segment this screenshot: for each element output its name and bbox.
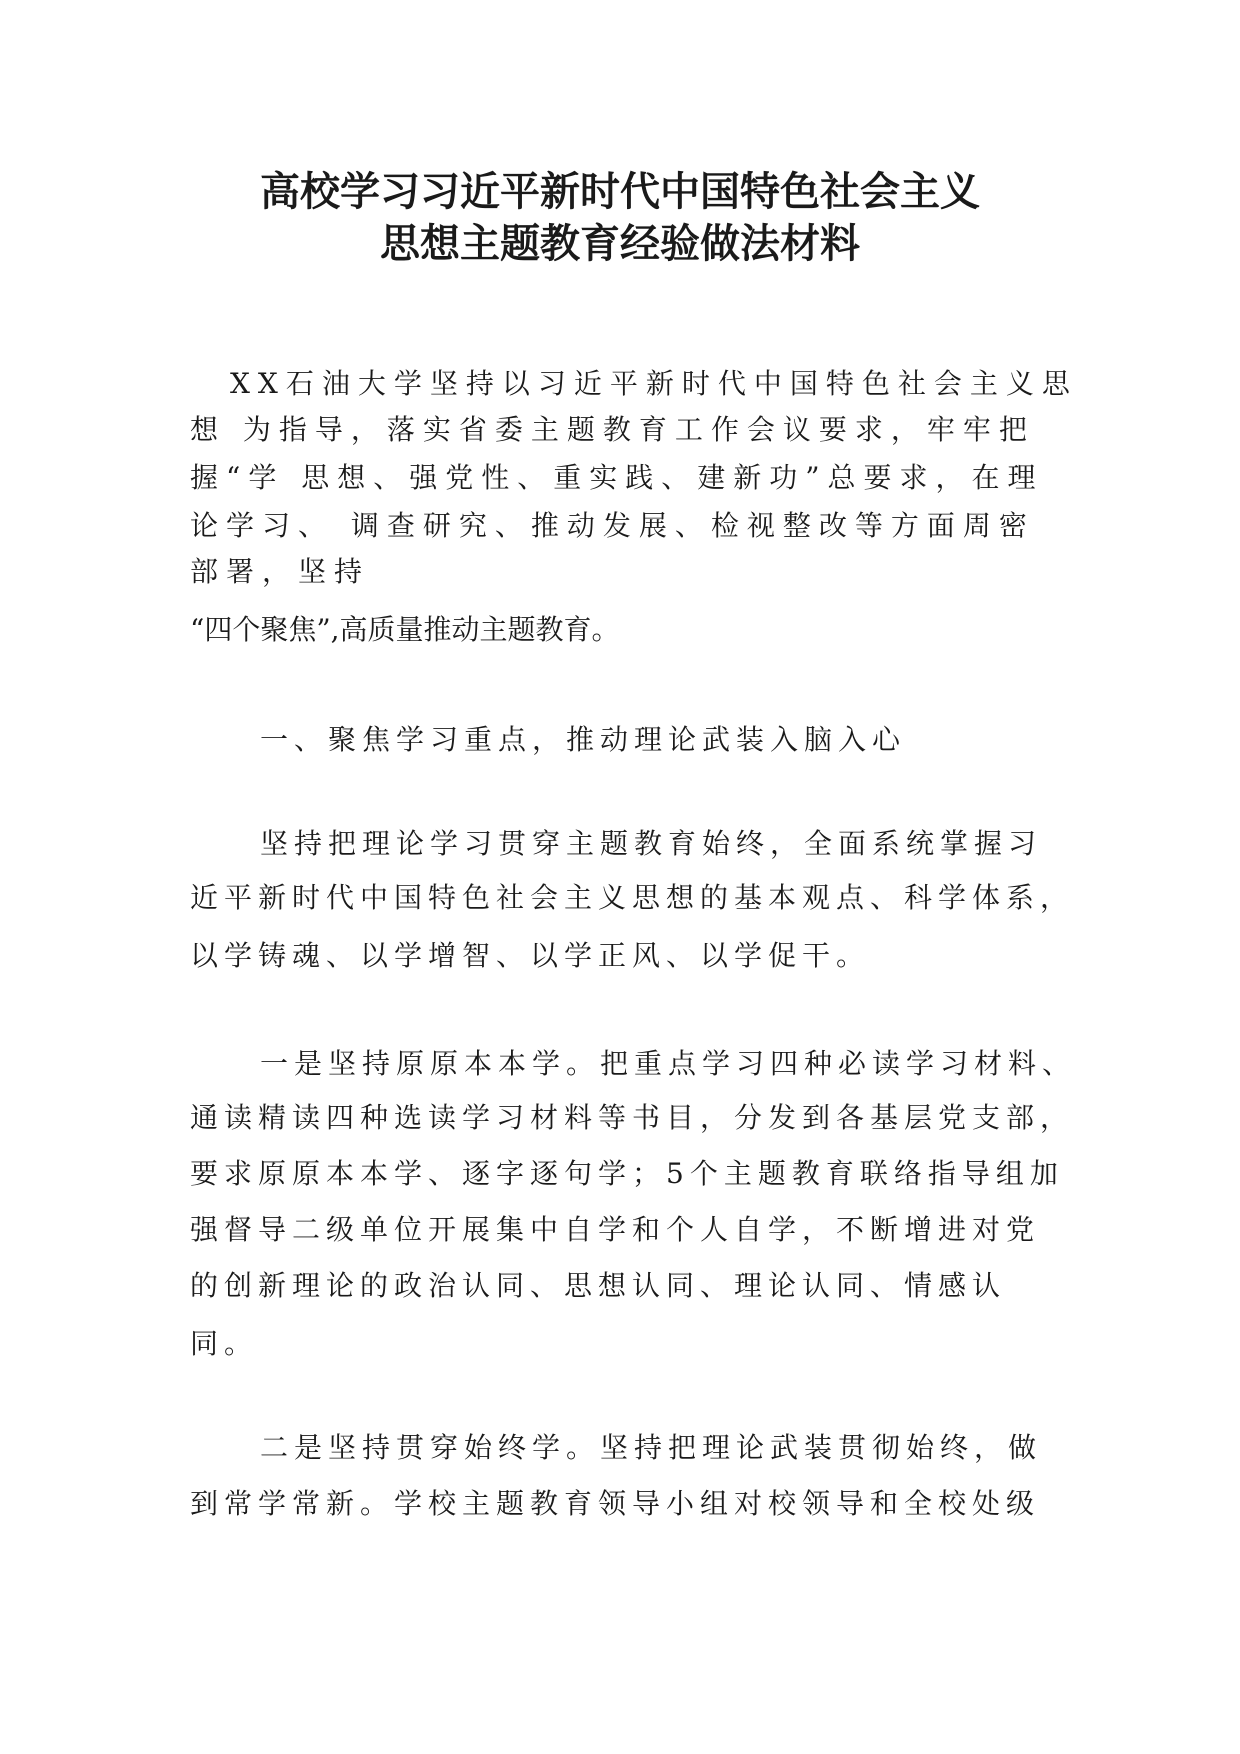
- document-title-line-1: 高校学习习近平新时代中国特色社会主义: [260, 168, 980, 215]
- intro-tail: “四个聚焦”,高质量推动主题教育。: [190, 613, 620, 646]
- paragraph-line: 二是坚持贯穿始终学。坚持把理论武装贯彻始终，做: [260, 1431, 1043, 1464]
- paragraph-line: 强督导二级单位开展集中自学和个人自学，不断增进对党: [190, 1213, 1041, 1246]
- section-heading-1: 一、聚焦学习重点，推动理论武装入脑入心: [260, 723, 907, 756]
- paragraph-line: 以学铸魂、以学增智、以学正风、以学促干。: [190, 939, 871, 972]
- intro-line: 论学习、 调查研究、推动发展、检视整改等方面周密: [190, 509, 1035, 542]
- intro-line: 握“学 思想、强党性、重实践、建新功”总要求，在理: [190, 461, 1044, 494]
- paragraph-line: 的创新理论的政治认同、思想认同、理论认同、情感认: [190, 1269, 1007, 1302]
- paragraph-line: 一是坚持原原本本学。把重点学习四种必读学习材料、: [260, 1047, 1077, 1080]
- document-title-line-2: 思想主题教育经验做法材料: [380, 220, 860, 267]
- paragraph-line: 近平新时代中国特色社会主义思想的基本观点、科学体系，: [190, 881, 1075, 914]
- intro-line: XX石油大学坚持以习近平新时代中国特色社会主义思: [230, 367, 1078, 400]
- paragraph-line: 要求原原本本学、逐字逐句学；5个主题教育联络指导组加: [190, 1157, 1064, 1190]
- intro-line: 想 为指导，落实省委主题教育工作会议要求，牢牢把: [190, 413, 1035, 446]
- intro-line: 部署，坚持: [190, 555, 371, 588]
- paragraph-line: 同。: [190, 1327, 259, 1360]
- paragraph-line: 坚持把理论学习贯穿主题教育始终，全面系统掌握习: [260, 827, 1043, 860]
- paragraph-line: 到常学常新。学校主题教育领导小组对校领导和全校处级: [190, 1487, 1041, 1520]
- paragraph-line: 通读精读四种选读学习材料等书目，分发到各基层党支部，: [190, 1101, 1075, 1134]
